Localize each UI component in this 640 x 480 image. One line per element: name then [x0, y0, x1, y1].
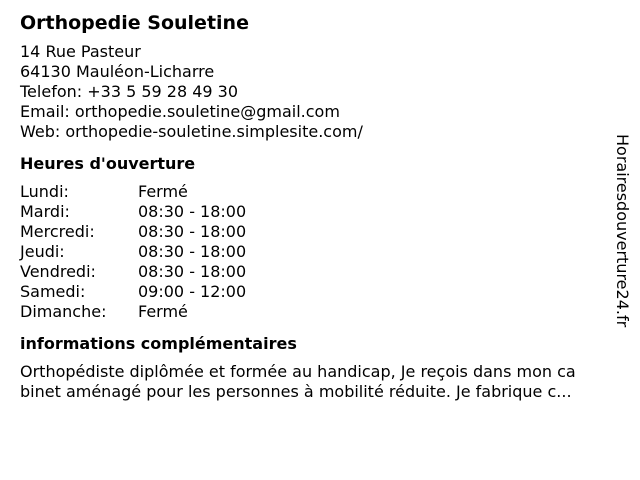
hours-day: Samedi: [20, 282, 86, 301]
hours-time: 08:30 - 18:00 [138, 202, 247, 221]
hours-day: Lundi: [20, 182, 69, 201]
hours-day: Dimanche: [20, 302, 107, 321]
address-city: 64130 Mauléon-Licharre [20, 62, 215, 81]
info-heading: informations complémentaires [20, 334, 297, 353]
hours-day: Jeudi: [20, 242, 65, 261]
hours-row [20, 242, 246, 262]
watermark-text: Horairesdouverture24.fr [613, 134, 632, 328]
info-line: Orthopédiste diplômée et formée au handicap, Je reçois dans mon ca [20, 362, 576, 381]
email-text: Email: orthopedie.souletine@gmail.com [20, 102, 340, 121]
hours-table [20, 182, 246, 322]
hours-row [20, 222, 246, 242]
hours-row [20, 202, 246, 222]
hours-day: Vendredi: [20, 262, 96, 281]
hours-time: Fermé [138, 302, 188, 321]
hours-row [20, 302, 246, 322]
hours-time: 08:30 - 18:00 [138, 222, 247, 241]
hours-row [20, 282, 246, 302]
hours-day: Mercredi: [20, 222, 95, 241]
web-text: Web: orthopedie-souletine.simplesite.com/ [20, 122, 363, 141]
info-line: binet aménagé pour les personnes à mobilité réduite. Je fabrique c... [20, 382, 572, 401]
hours-row [20, 262, 246, 282]
hours-heading: Heures d'ouverture [20, 154, 196, 173]
hours-time: Fermé [138, 182, 188, 201]
business-card [20, 10, 600, 402]
phone-text: Telefon: +33 5 59 28 49 30 [20, 82, 239, 101]
hours-time: 08:30 - 18:00 [138, 242, 247, 261]
hours-day: Mardi: [20, 202, 70, 221]
business-name: Orthopedie Souletine [20, 12, 249, 34]
hours-time: 09:00 - 12:00 [138, 282, 247, 301]
hours-time: 08:30 - 18:00 [138, 262, 247, 281]
address-street: 14 Rue Pasteur [20, 42, 141, 61]
hours-row [20, 182, 246, 202]
